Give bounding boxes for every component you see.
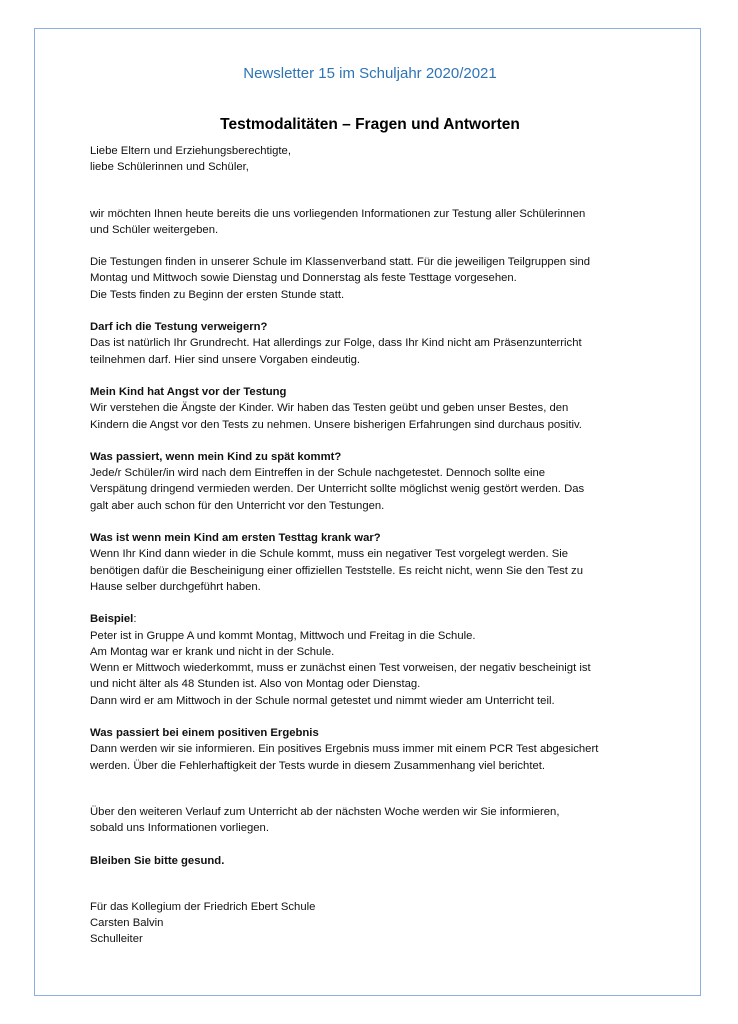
faq-answer-line: werden. Über die Fehlerhaftigkeit der Tests wurde in diesem Zusammenhang viel berichtet. — [90, 759, 546, 772]
faq-question: Mein Kind hat Angst vor der Testung — [90, 385, 287, 398]
faq-answer-line: Das ist natürlich Ihr Grundrecht. Hat allerdings zur Folge, dass Ihr Kind nicht am Präsenzunterricht — [90, 337, 582, 350]
signature-block — [90, 899, 650, 948]
example-line: und nicht älter als 48 Stunden ist. Also von Montag oder Dienstag. — [90, 678, 421, 691]
newsletter-title: Newsletter 15 im Schuljahr 2020/2021 — [243, 65, 497, 82]
greeting-line: Liebe Eltern und Erziehungsberechtigte, — [90, 145, 291, 157]
faq-answer-line: galt aber auch schon für den Unterricht vor den Testungen. — [90, 499, 385, 512]
faq-answer-line: Dann werden wir sie informieren. Ein positives Ergebnis muss immer mit einem PCR Test abgesichert — [90, 743, 599, 756]
example-line: Am Montag war er krank und nicht in der Schule. — [90, 645, 335, 658]
closing-greeting — [90, 853, 650, 869]
faq-question: Was passiert bei einem positiven Ergebnis — [90, 727, 319, 740]
faq-answer-line: Jede/r Schüler/in wird nach dem Eintreffen in der Schule nachgetestet. Dennoch sollte eine — [90, 467, 546, 480]
example-label: Beispiel — [90, 613, 134, 626]
greeting-line: liebe Schülerinnen und Schüler, — [90, 161, 249, 174]
faq-answer-line: benötigen dafür die Bescheinigung einer offiziellen Teststelle. Es reicht nicht, wenn Sie den Test zu — [90, 564, 583, 577]
faq-late-arrival — [90, 449, 650, 514]
letter-content — [90, 64, 650, 948]
paragraph-line: und Schüler weitergeben. — [90, 223, 219, 236]
outlook-paragraph — [90, 804, 650, 837]
example-label-colon: : — [133, 613, 137, 626]
faq-answer-line: Hause selber durchgeführt haben. — [90, 580, 261, 593]
document-title: Testmodalitäten – Fragen und Antworten — [220, 116, 520, 133]
faq-positive-result — [90, 725, 650, 774]
paragraph-line: Über den weiteren Verlauf zum Unterricht ab der nächsten Woche werden wir Sie informieren, — [90, 805, 560, 818]
paragraph-line: wir möchten Ihnen heute bereits die uns vorliegenden Informationen zur Testung aller Schülerinnen — [90, 207, 586, 220]
example-line: Wenn er Mittwoch wiederkommt, muss er zunächst einen Test vorweisen, der negativ bescheinigt ist — [90, 662, 591, 675]
signature-role: Schulleiter — [90, 933, 143, 946]
signature-name: Carsten Balvin — [90, 917, 164, 930]
example-heading — [90, 611, 650, 627]
example-line: Peter ist in Gruppe A und kommt Montag, Mittwoch und Freitag in die Schule. — [90, 629, 476, 642]
paragraph-line: Die Testungen finden in unserer Schule im Klassenverband statt. Für die jeweiligen Teilgruppen sind — [90, 256, 591, 269]
greeting — [90, 143, 650, 176]
faq-question: Was passiert, wenn mein Kind zu spät kommt? — [90, 450, 342, 463]
faq-sick-first-day — [90, 530, 650, 595]
faq-answer-line: teilnehmen darf. Hier sind unsere Vorgaben eindeutig. — [90, 353, 361, 366]
faq-question: Was ist wenn mein Kind am ersten Testtag krank war? — [90, 532, 381, 545]
paragraph-line: sobald uns Informationen vorliegen. — [90, 822, 269, 835]
intro-paragraph — [90, 206, 650, 239]
example-section — [90, 611, 650, 709]
faq-answer-line: Wir verstehen die Ängste der Kinder. Wir haben das Testen geübt und geben unser Bestes, den — [90, 402, 569, 415]
faq-refuse-testing — [90, 319, 650, 368]
testing-info-paragraph — [90, 254, 650, 303]
faq-answer-line: Wenn Ihr Kind dann wieder in die Schule kommt, muss ein negativer Test vorgelegt werden. Sie — [90, 548, 569, 561]
faq-question: Darf ich die Testung verweigern? — [90, 321, 268, 334]
signature-line: Für das Kollegium der Friedrich Ebert Schule — [90, 900, 316, 913]
example-line: Dann wird er am Mittwoch in der Schule normal getestet und nimmt wieder am Unterricht teil. — [90, 694, 555, 707]
faq-answer-line: Kindern die Angst vor den Tests zu nehmen. Unsere bisherigen Erfahrungen sind durchaus positiv. — [90, 418, 582, 431]
closing-line: Bleiben Sie bitte gesund. — [90, 854, 225, 867]
faq-answer-line: Verspätung dringend vermieden werden. Der Unterricht sollte möglichst wenig gestört werden. Das — [90, 483, 585, 496]
faq-child-fear — [90, 384, 650, 433]
paragraph-line: Die Tests finden zu Beginn der ersten Stunde statt. — [90, 288, 345, 301]
paragraph-line: Montag und Mittwoch sowie Dienstag und Donnerstag als feste Testtage vorgesehen. — [90, 272, 517, 285]
